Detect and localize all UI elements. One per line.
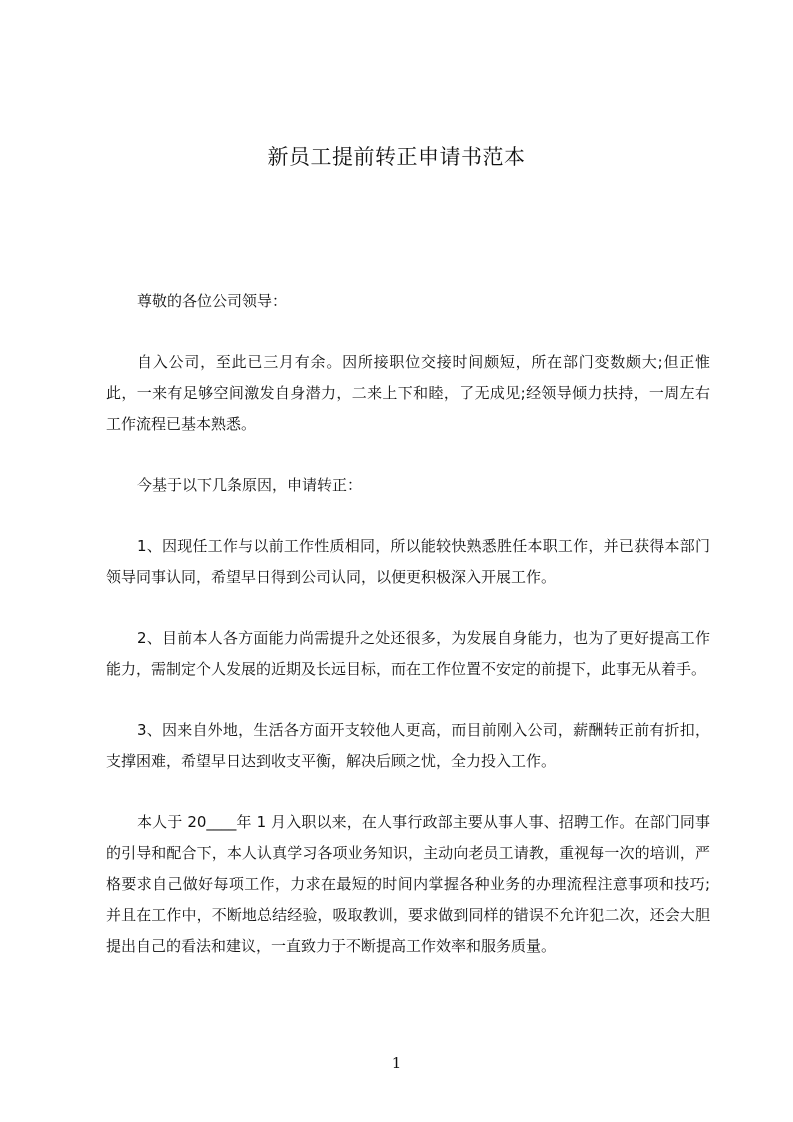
paragraph-reason-2: 2、目前本人各方面能力尚需提升之处还很多，为发展自身能力，也为了更好提高工作能力，需制定个人发展的近期及长远目标，而在工作位置不安定的前提下，此事无从着手。 — [106, 629, 710, 678]
document-body — [106, 286, 710, 992]
paragraph-work-summary: 本人于 20____年 1 月入职以来，在人事行政部主要从事人事、招聘工作。在部门同事的引导和配合下，本人认真学习各项业务知识，主动向老员工请教，重视每一次的培训，严格要求自己做好每项工作，力求在最短的时间内掌握各种业务的办理流程注意事项和技巧;并且在工作中，不断地总结经验，吸取教训，要求做到同样的错误不允许犯二次，还会大胆提出自己的看法和建议，一直致力于不断提高工作效率和服务质量。 — [106, 813, 710, 955]
document-title: 新员工提前转正申请书范本 — [267, 145, 526, 169]
salutation: 尊敬的各位公司领导： — [137, 292, 288, 310]
paragraph-reason-3: 3、因来自外地，生活各方面开支较他人更高，而目前刚入公司，薪酬转正前有折扣，支撑困难，希望早日达到收支平衡，解决后顾之忧，全力投入工作。 — [106, 721, 710, 770]
page-number: 1 — [391, 1054, 402, 1072]
paragraph-reasons-lead: 今基于以下几条原因，申请转正： — [137, 476, 363, 494]
paragraph-intro: 自入公司，至此已三月有余。因所接职位交接时间颇短，所在部门变数颇大;但正惟此，一来有足够空间激发自身潜力，二来上下和睦，了无成见;经领导倾力扶持，一周左右工作流程已基本熟悉。 — [106, 353, 710, 433]
paragraph-reason-1: 1、因现任工作与以前工作性质相同，所以能较快熟悉胜任本职工作，并已获得本部门领导同事认同，希望早日得到公司认同，以便更积极深入开展工作。 — [106, 537, 710, 586]
